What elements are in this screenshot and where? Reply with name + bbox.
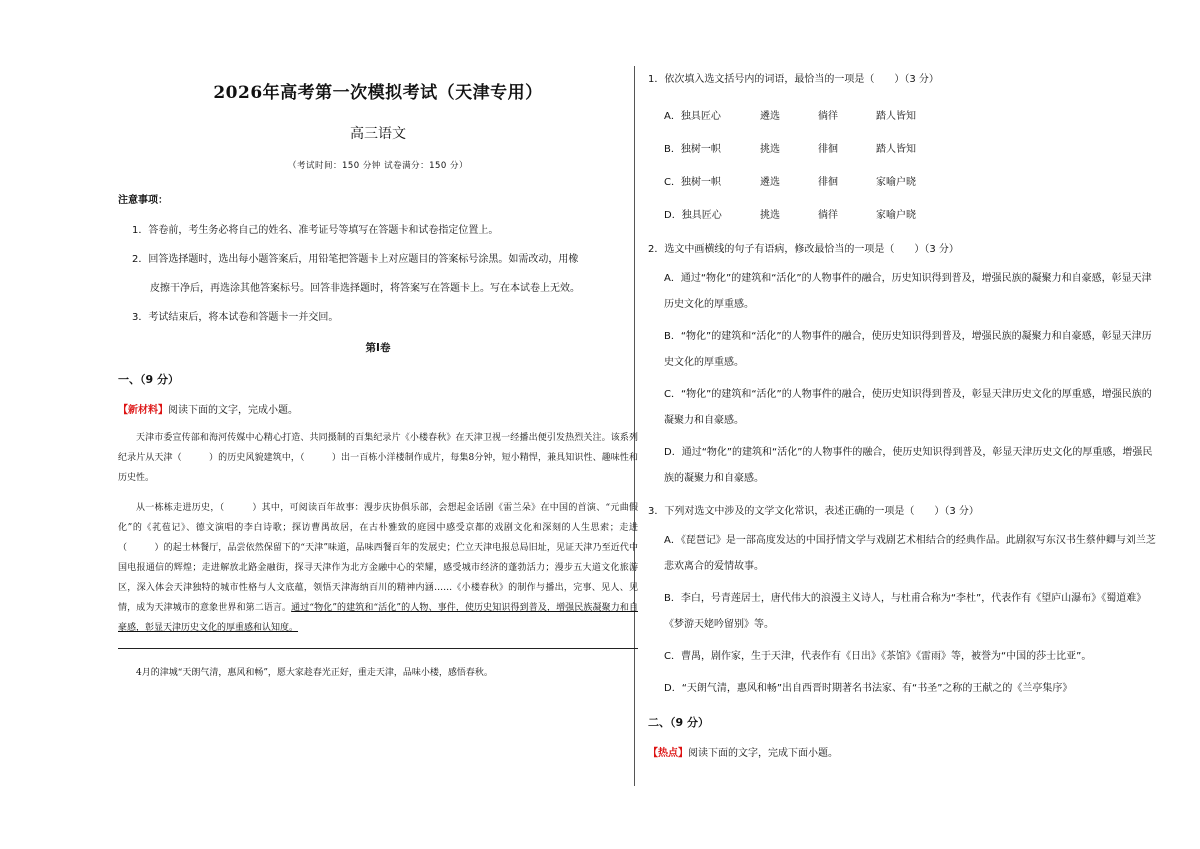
exam-subtitle: 高三语文 bbox=[350, 126, 406, 142]
section-one-heading: 一、（9 分） bbox=[118, 373, 179, 386]
option-row bbox=[648, 197, 1158, 230]
section-two-intro bbox=[648, 744, 1158, 759]
option-cell: C．独树一帜 bbox=[664, 177, 721, 188]
option-row bbox=[648, 131, 1158, 164]
option-cell: 徜徉 bbox=[818, 111, 838, 122]
question-3-stem: 3．下列对选文中涉及的文学文化常识，表述正确的一项是（ ）（3 分） bbox=[648, 506, 979, 517]
underlined-sentence: 通过“物化”的建筑和“活化”的人物、事件，使历史知识得到普及，增强民族凝聚力和自豪感，彰显天津历史文化的厚重感和认知度。 bbox=[118, 603, 638, 633]
notice-list bbox=[118, 216, 638, 332]
notice-item: 皮擦干净后，再选涂其他答案标号。回答非选择题时，将答案写在答题卡上。写在本试卷上无效。 bbox=[150, 283, 580, 294]
hotspot-tag: 【热点】 bbox=[648, 748, 688, 759]
question-3-option: D．“天朗气清，惠风和畅”出自西晋时期著名书法家、有“书圣”之称的王献之的《兰亭集序》 bbox=[664, 683, 1073, 694]
passage-paragraph: 4月的津城“天朗气清，惠风和畅”，愿大家趁春光正好，重走天津，品味小楼，感悟春秋。 bbox=[136, 668, 493, 678]
new-material-tag: 【新材料】 bbox=[118, 405, 168, 416]
option-cell: 遴选 bbox=[760, 111, 780, 122]
question-2-option: D．通过“物化”的建筑和“活化”的人物事件的融合，使历史知识得到普及，彰显天津历史文化的厚重感，增强民族的凝聚力和自豪感。 bbox=[664, 447, 1153, 484]
passage-text: 从一栋栋走进历史，（ ）其中，可阅读百年故事：漫步庆协俱乐部，会想起金话剧《雷兰朵》在中国的首演、“元曲假化”的《芤苞记》、德文演唱的李白诗歌；探访曹禺故居，在古朴雅致的庭园中感受京都的戏剧文化和深刻的人生思索；走进（ ）的起士林餐厅，品尝依然保留下的“天津”味道，品味西餐百年的发展史；伫立天津电报总局旧址，见证天津乃至近代中国电报通信的辉煌；走进解放北路金融街，探寻天津作为北方金融中心的荣耀，感受城市经济的蓬勃活力；漫步五大道文化旅游区，深入体会天津独特的城市性格与人文底蕴，领悟天津海纳百川的精神内涵……《小楼春秋》的制作与播出，完事、见人、见情，成为天津城市的意象世界和第二语言。 bbox=[118, 503, 638, 613]
question-3-option: A．《琵琶记》是一部高度发达的中国抒情文学与戏剧艺术相结合的经典作品。此剧叙写东汉书生蔡仲卿与刘兰芝悲欢离合的爱情故事。 bbox=[664, 535, 1156, 572]
option-cell: 挑选 bbox=[760, 210, 780, 221]
option-cell: 挑选 bbox=[760, 144, 780, 155]
intro-text: 阅读下面的文字，完成下面小题。 bbox=[688, 748, 838, 759]
left-column bbox=[118, 70, 638, 693]
option-cell: 家喻户晓 bbox=[876, 177, 916, 188]
passage-paragraph bbox=[118, 498, 638, 638]
option-cell: B．独树一帜 bbox=[664, 144, 721, 155]
volume-heading: 第Ⅰ卷 bbox=[365, 342, 391, 354]
passage-paragraph: 天津市委宣传部和海河传媒中心精心打造、共同摄制的百集纪录片《小楼春秋》在天津卫视一经播出便引发热烈关注。该系列纪录片从天津（ ）的历史风貌建筑中，（ ）出一百栋小洋楼制作成片，每集8分钟，短小精悍，兼具知识性、趣味性和历史性。 bbox=[118, 433, 638, 483]
option-cell: 遴选 bbox=[760, 177, 780, 188]
question-1-stem: 1．依次填入选文括号内的词语，最恰当的一项是（ ）（3 分） bbox=[648, 74, 939, 85]
notice-item: 3．考试结束后，将本试卷和答题卡一并交回。 bbox=[132, 312, 339, 323]
option-cell: 踏人皆知 bbox=[876, 144, 916, 155]
section-one-intro bbox=[118, 401, 638, 416]
option-cell: 徜徉 bbox=[818, 210, 838, 221]
section-two-heading: 二、（9 分） bbox=[648, 716, 709, 729]
notice-heading: 注意事项： bbox=[118, 195, 168, 206]
option-cell: 家喻户晓 bbox=[876, 210, 916, 221]
option-cell: 踏人皆知 bbox=[876, 111, 916, 122]
question-2-option: B．“物化”的建筑和“活化”的人物事件的融合，使历史知识得到普及，增强民族的凝聚力和自豪感，彰显天津历史文化的厚重感。 bbox=[664, 331, 1152, 368]
notice-item: 1．答卷前，考生务必将自己的姓名、准考证号等填写在答题卡和试卷指定位置上。 bbox=[132, 225, 499, 236]
question-1-options bbox=[648, 98, 1158, 230]
option-row bbox=[648, 164, 1158, 197]
notice-item: 2．回答选择题时，选出每小题答案后，用铅笔把答题卡上对应题目的答案标号涂黑。如需改动，用橡 bbox=[132, 254, 579, 265]
question-3-option: B．李白，号青莲居士，唐代伟大的浪漫主义诗人，与杜甫合称为“李杜”，代表作有《望庐山瀑布》《蜀道难》《梦游天姥吟留别》等。 bbox=[664, 593, 1147, 630]
intro-text: 阅读下面的文字，完成小题。 bbox=[168, 405, 298, 416]
option-row bbox=[648, 98, 1158, 131]
exam-title: 2026年高考第一次模拟考试（天津专用） bbox=[213, 83, 543, 103]
option-cell: 徘徊 bbox=[818, 144, 838, 155]
option-cell: D．独具匠心 bbox=[664, 210, 722, 221]
question-3-option: C．曹禺，剧作家，生于天津，代表作有《日出》《茶馆》《雷雨》等，被誉为“中国的莎士比亚”。 bbox=[664, 651, 1092, 662]
question-2-option: A．通过“物化”的建筑和“活化”的人物事件的融合，历史知识得到普及，增强民族的凝聚力和自豪感，彰显天津历史文化的厚重感。 bbox=[664, 273, 1152, 310]
question-2-option: C．“物化”的建筑和“活化”的人物事件的融合，使历史知识得到普及，彰显天津历史文化的厚重感，增强民族的凝聚力和自豪感。 bbox=[664, 389, 1152, 426]
question-2-stem: 2．选文中画横线的句子有语病，修改最恰当的一项是（ ）（3 分） bbox=[648, 244, 959, 255]
passage-rule bbox=[118, 648, 638, 649]
option-cell: A．独具匠心 bbox=[664, 111, 721, 122]
right-column bbox=[648, 70, 1158, 759]
option-cell: 徘徊 bbox=[818, 177, 838, 188]
exam-timing: （考试时间：150 分钟 试卷满分：150 分） bbox=[287, 161, 469, 171]
reading-passage bbox=[118, 428, 638, 683]
